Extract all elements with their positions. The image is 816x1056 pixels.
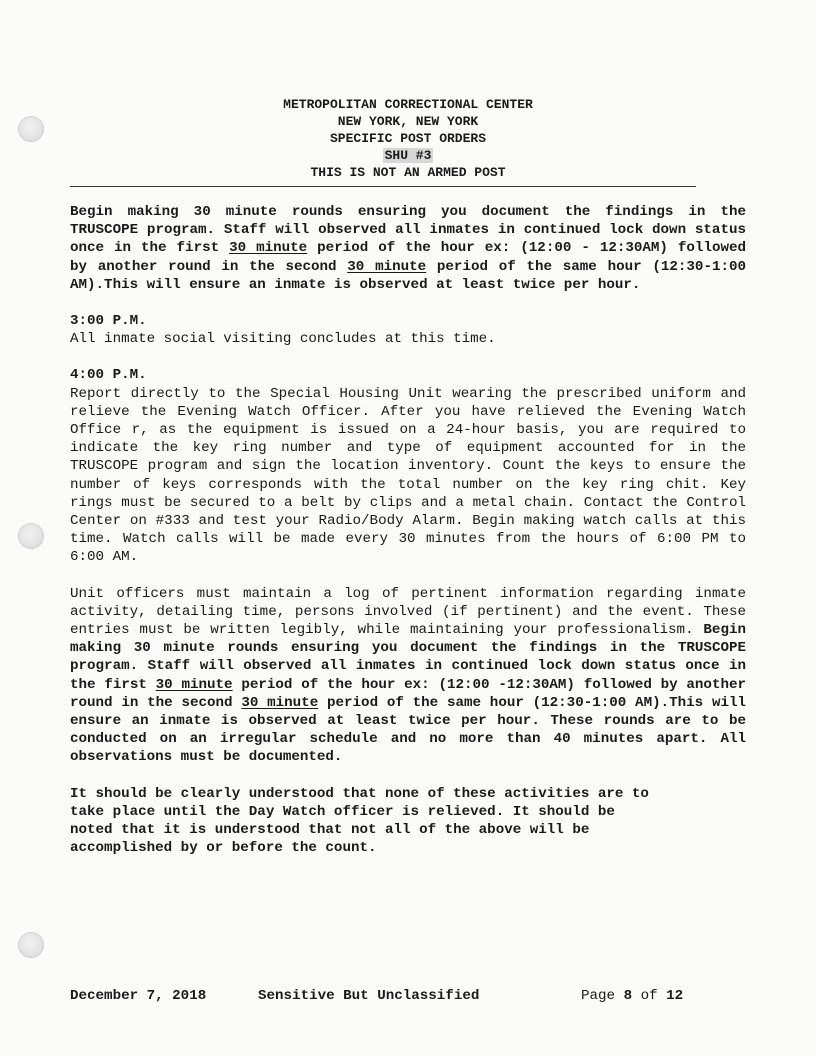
- post-name-highlight: SHU #3: [384, 148, 432, 163]
- page-of: of: [632, 988, 667, 1004]
- time-heading-3pm: 3:00 P.M.: [70, 313, 147, 330]
- log-text-bold-c: period of the same hour (12:30-1:00 AM).This will ensure an inmate is observed at least twice per hour. These rounds are to be conducted on an irregular schedule and no more than 40 minutes apart. All observations must be documented.: [70, 694, 746, 766]
- header-line-3: SPECIFIC POST ORDERS: [329, 131, 487, 146]
- log-underline-2: 30 minute: [241, 694, 319, 711]
- document-header: [70, 96, 746, 181]
- rounds-underline-2: 30 minute: [347, 258, 427, 275]
- final-line-1: It should be clearly understood that none of these activities are to: [70, 785, 649, 802]
- header-line-5: THIS IS NOT AN ARMED POST: [310, 165, 506, 180]
- rounds-underline-1: 30 minute: [229, 240, 308, 257]
- log-paragraph: [70, 585, 746, 767]
- final-line-2: take place until the Day Watch officer is relieved. It should be: [70, 803, 615, 820]
- section-3pm-text: All inmate social visiting concludes at this time.: [70, 331, 496, 348]
- final-line-3: noted that it is understood that not all of the above will be: [70, 822, 590, 839]
- header-divider: [70, 186, 696, 187]
- page-total: 12: [666, 988, 684, 1004]
- log-text-bold-a: Begin making 30 minute rounds ensuring you document the findings in the TRUSCOPE program. Staff will observed all inmates in continued lock down status once in the first: [70, 622, 746, 693]
- final-line-4: accomplished by or before the count.: [70, 840, 377, 857]
- log-underline-1: 30 minute: [155, 676, 233, 693]
- page-prefix: Page: [581, 988, 624, 1004]
- final-paragraph: [70, 785, 746, 858]
- rounds-text-b: period of the hour ex: (12:00 - 12:30AM) followed by another round in the second: [70, 240, 747, 275]
- punch-hole-bottom: [18, 932, 44, 958]
- page-footer: [70, 988, 746, 1052]
- header-line-2: NEW YORK, NEW YORK: [337, 114, 479, 129]
- document-body: [70, 203, 746, 858]
- rounds-text-c: period of the same hour (12:30-1:00 AM).This will ensure an inmate is observed at least twice per hour.: [70, 258, 747, 293]
- page-number: [581, 988, 683, 1004]
- rounds-paragraph: [70, 203, 746, 294]
- header-line-4: [70, 147, 746, 164]
- punch-hole-middle: [18, 523, 44, 549]
- time-heading-4pm: 4:00 P.M.: [70, 367, 147, 384]
- footer-classification: Sensitive But Unclassified: [258, 988, 480, 1004]
- header-line-1: METROPOLITAN CORRECTIONAL CENTER: [283, 97, 533, 112]
- punch-hole-top: [18, 116, 44, 142]
- log-text-bold-b: period of the hour ex: (12:00 -12:30AM) followed by another round in the second: [70, 676, 747, 711]
- footer-date: December 7, 2018: [70, 988, 207, 1004]
- log-text-plain: Unit officers must maintain a log of pertinent information regarding inmate activity, detailing time, persons involved (if pertinent) and the event. These entries must be written legibly, while maintaining your professionalism.: [70, 585, 746, 639]
- page-current: 8: [623, 988, 633, 1004]
- section-4pm-text: Report directly to the Special Housing Unit wearing the prescribed uniform and relieve the Evening Watch Officer. After you have relieved the Evening Watch Office r, as the equipment is issued on a 24-hour basis, you are required to indicate the key ring number and type of equipment accounted for in the TRUSCOPE program and sign the location inventory. Count the keys to ensure the number of keys corresponds with the total number on the key ring chit. Key rings must be secured to a belt by clips and a metal chain. Contact the Control Center on #333 and test your Radio/Body Alarm. Begin making watch calls at this time. Watch calls will be made every 30 minutes from the hours of 6:00 PM to 6:00 AM.: [70, 385, 746, 566]
- rounds-text-a: Begin making 30 minute rounds ensuring you document the findings in the TRUSCOPE program. Staff will observed all inmates in continued lock down status once in the first: [70, 204, 746, 257]
